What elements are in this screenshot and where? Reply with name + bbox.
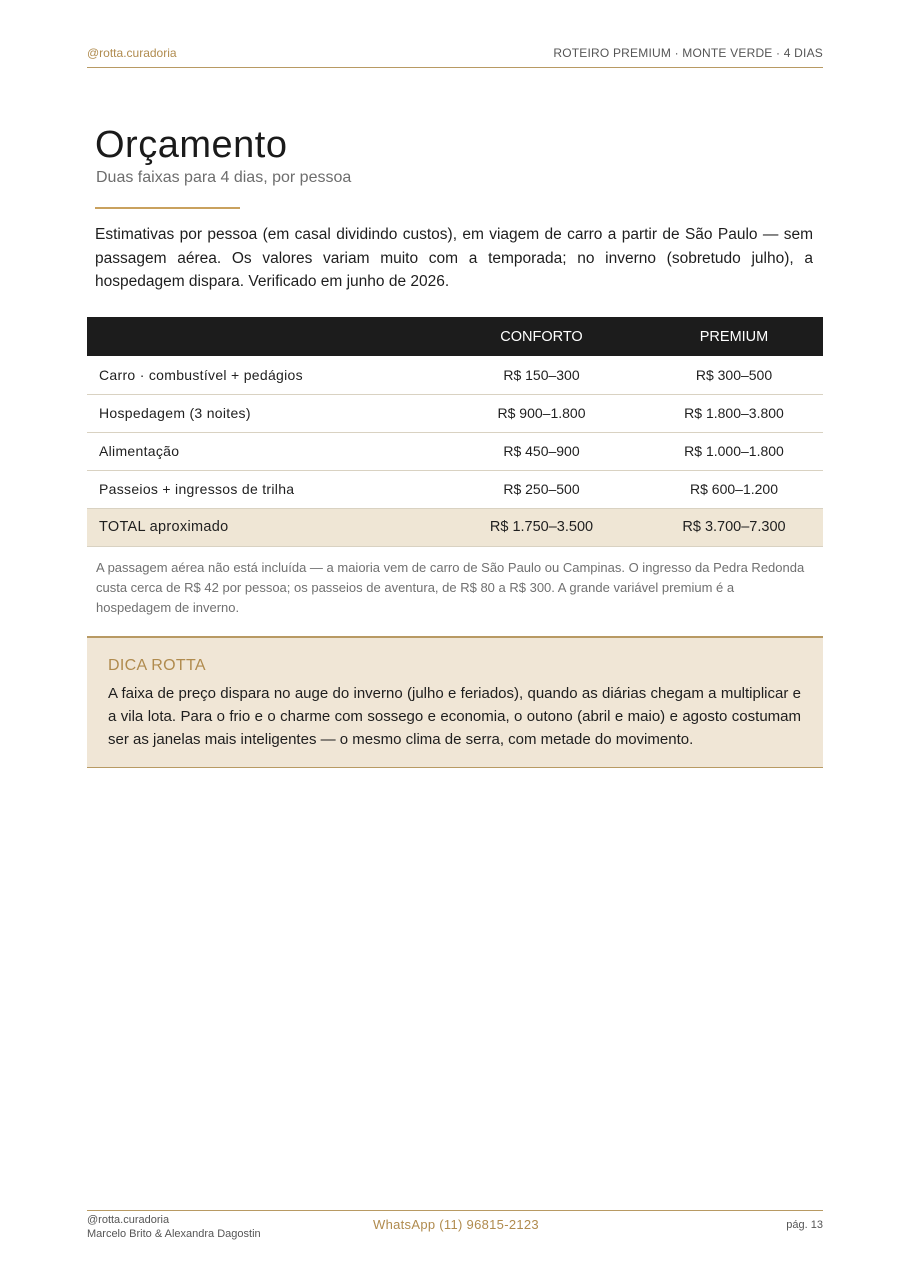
footer-whatsapp-contact: WhatsApp (11) 96815-2123 [373,1217,539,1232]
table-total-row [87,508,823,546]
row-value-premium: R$ 1.000–1.800 [684,443,784,459]
table-row [87,394,823,432]
intro-paragraph: Estimativas por pessoa (em casal dividindo custos), em viagem de carro a partir de São Paulo — sem passagem aérea. Os valores variam muito com a temporada; no inverno (sobretudo julho), a hospedagem dispara. Verificado em junho de 2026. [95,226,813,290]
table-row [87,470,823,508]
column-header-premium: PREMIUM [699,328,769,345]
row-label: Hospedagem (3 noites) [99,405,251,421]
row-value-conforto: R$ 250–500 [503,481,580,497]
column-header-conforto: CONFORTO [500,328,583,345]
row-value-premium: R$ 300–500 [695,366,773,383]
row-value-conforto: R$ 450–900 [503,443,580,459]
page-title: Orçamento [95,124,288,166]
page-subtitle: Duas faixas para 4 dias, por pessoa [96,169,352,186]
column-header-item [87,317,438,356]
tip-text: A faixa de preço dispara no auge do inverno (julho e feriados), quando as diárias chegam a multiplicar e a vila lota. Para o frio e o charme com sossego e economia, o outono (abril e maio) e agosto costumam ser as janelas mais inteligentes — o mesmo clima de serra, com metade do movimento. [108,685,801,748]
total-value-conforto: R$ 1.750–3.500 [489,519,594,535]
row-value-conforto: R$ 900–1.800 [497,405,586,421]
table-footnote: A passagem aérea não está incluída — a maioria vem de carro de São Paulo ou Campinas. O ingresso da Pedra Redonda custa cerca de R$ 42 por pessoa; os passeios de aventura, de R$ 80 a R$ 300. A grande variável premium é a hospedagem de inverno. [96,560,805,615]
table-header-row [87,317,823,356]
header-brand: @rotta.curadoria [87,46,177,60]
page-header [87,46,823,68]
footer-credits [87,1213,261,1241]
footer-authors: Marcelo Brito & Alexandra Dagostin [87,1228,261,1240]
footer-brand: @rotta.curadoria [87,1214,170,1226]
row-label: Passeios + ingressos de trilha [99,481,295,497]
tip-box [87,636,823,768]
row-label: Carro · combustível + pedágios [99,366,303,383]
row-value-premium: R$ 600–1.200 [690,481,778,497]
header-doc-title: ROTEIRO PREMIUM · MONTE VERDE · 4 DIAS [553,46,823,60]
total-label: TOTAL aproximado [99,519,229,535]
title-divider [95,207,240,209]
tip-title: DICA ROTTA [108,657,206,674]
row-label: Alimentação [99,443,180,459]
row-value-premium: R$ 1.800–3.800 [684,405,784,421]
row-value-conforto: R$ 150–300 [503,366,580,383]
page-number: pág. 13 [786,1219,823,1231]
page-footer [87,1210,823,1243]
budget-table [87,317,823,547]
table-row [87,356,823,394]
total-value-premium: R$ 3.700–7.300 [682,519,786,535]
table-row [87,432,823,470]
